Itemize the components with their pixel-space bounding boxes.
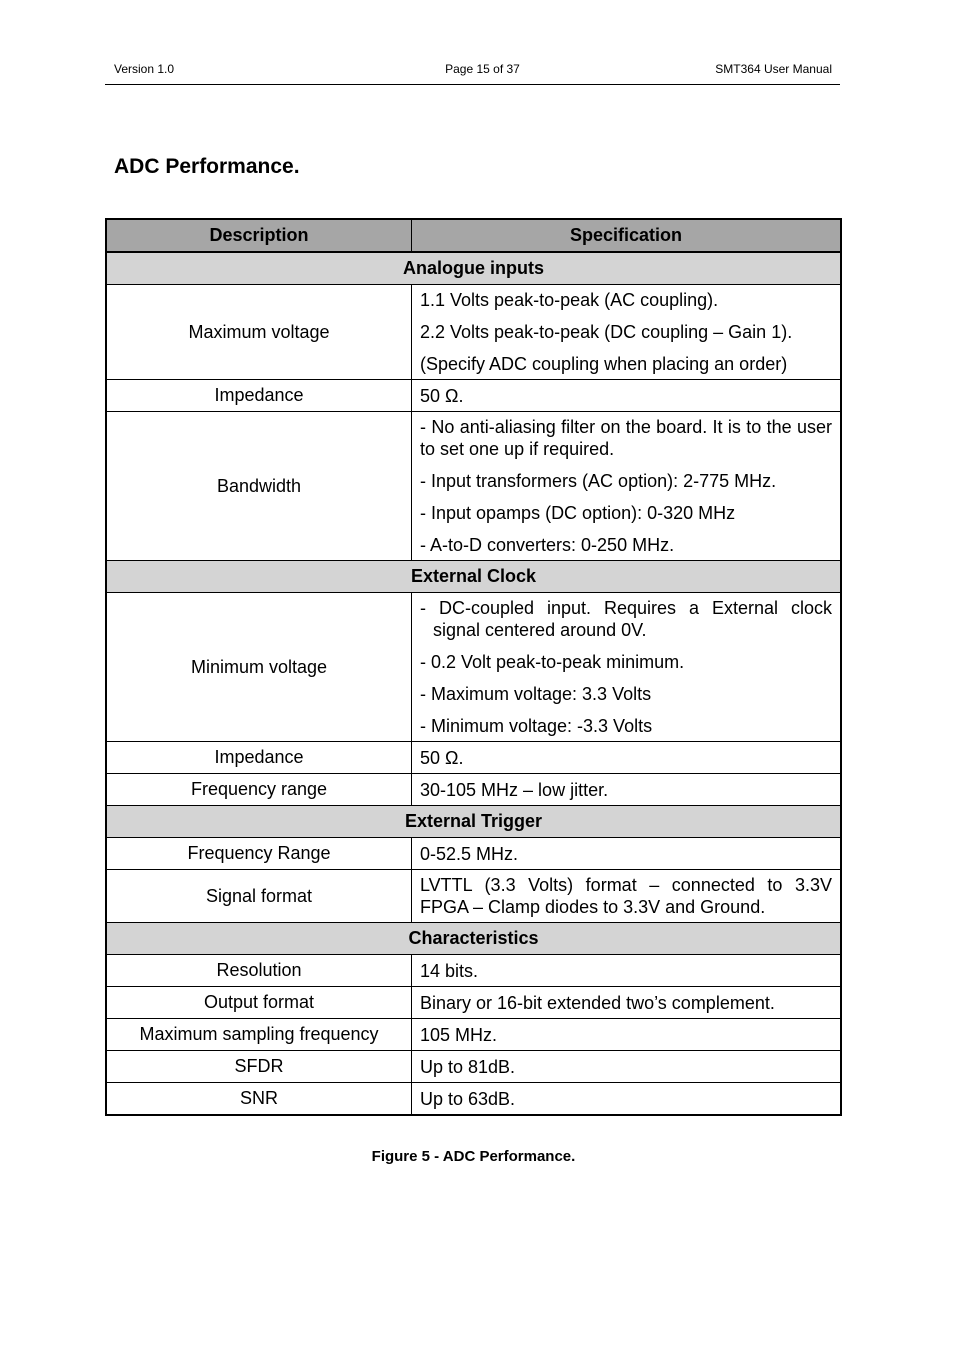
row-description: Maximum sampling frequency (106, 1019, 412, 1051)
spec-line: - No anti-aliasing filter on the board. It is to the user to set one up if required. (420, 417, 832, 459)
spec-line: 50 Ω. (420, 385, 464, 406)
spec-line: - A-to-D converters: 0-250 MHz. (420, 535, 675, 555)
row-description: SFDR (106, 1051, 412, 1083)
table-row (106, 593, 841, 742)
row-specification (412, 380, 842, 412)
section-header: Analogue inputs (106, 252, 841, 285)
table-row (106, 380, 841, 412)
row-description: Output format (106, 987, 412, 1019)
row-description: Resolution (106, 955, 412, 987)
table-row (106, 987, 841, 1019)
table-row (106, 838, 841, 870)
spec-line: 50 Ω. (420, 747, 464, 768)
spec-line: 105 MHz. (420, 1024, 498, 1045)
row-description: Impedance (106, 380, 412, 412)
row-description: Minimum voltage (106, 593, 412, 742)
page-header (105, 62, 840, 85)
version-label: Version 1.0 (114, 62, 175, 76)
row-description: Frequency range (106, 774, 412, 806)
table-row (106, 1083, 841, 1116)
row-specification (412, 955, 842, 987)
spec-line: - Input transformers (AC option): 2-775 MHz. (420, 471, 777, 491)
row-specification (412, 593, 842, 742)
row-description: SNR (106, 1083, 412, 1116)
spec-line: - DC-coupled input. Requires a External clock signal centered around 0V. (420, 598, 832, 640)
spec-line: 30-105 MHz – low jitter. (420, 779, 609, 800)
table-row (106, 1051, 841, 1083)
spec-line: - Minimum voltage: -3.3 Volts (420, 716, 653, 736)
row-specification (412, 870, 842, 923)
figure-caption: Figure 5 - ADC Performance. (371, 1148, 576, 1165)
row-specification (412, 774, 842, 806)
spec-line: 1.1 Volts peak-to-peak (AC coupling). (420, 290, 719, 310)
row-specification (412, 1083, 842, 1116)
section-header: External Clock (106, 561, 841, 593)
row-description: Impedance (106, 742, 412, 774)
row-description: Frequency Range (106, 838, 412, 870)
spec-line: 0-52.5 MHz. (420, 843, 519, 864)
spec-line: - Maximum voltage: 3.3 Volts (420, 684, 652, 704)
section-header: Characteristics (106, 923, 841, 955)
spec-line: (Specify ADC coupling when placing an order) (420, 354, 788, 374)
table-row (106, 1019, 841, 1051)
row-description: Signal format (106, 870, 412, 923)
spec-line: Up to 81dB. (420, 1056, 516, 1077)
page-number: Page 15 of 37 (445, 62, 520, 76)
row-specification (412, 742, 842, 774)
manual-title: SMT364 User Manual (715, 62, 832, 76)
table-row (106, 742, 841, 774)
column-header-specification: Specification (412, 219, 842, 252)
table-row (106, 412, 841, 561)
spec-line: 2.2 Volts peak-to-peak (DC coupling – Gain 1). (420, 322, 793, 342)
spec-line: 14 bits. (420, 960, 479, 981)
table-row (106, 870, 841, 923)
spec-line: LVTTL (3.3 Volts) format – connected to 3.3V FPGA – Clamp diodes to 3.3V and Ground. (420, 875, 832, 917)
row-specification (412, 1019, 842, 1051)
column-header-description: Description (106, 219, 412, 252)
spec-line: Up to 63dB. (420, 1088, 516, 1109)
table-row (106, 955, 841, 987)
row-specification (412, 1051, 842, 1083)
page-title: ADC Performance. (114, 155, 300, 178)
row-description: Maximum voltage (106, 285, 412, 380)
table-row (106, 285, 841, 380)
row-specification (412, 838, 842, 870)
spec-line: - 0.2 Volt peak-to-peak minimum. (420, 652, 685, 672)
spec-line: Binary or 16-bit extended two’s complement. (420, 992, 775, 1013)
table-row (106, 774, 841, 806)
row-specification (412, 412, 842, 561)
adc-performance-table (105, 218, 842, 1116)
section-header: External Trigger (106, 806, 841, 838)
row-specification (412, 285, 842, 380)
row-description: Bandwidth (106, 412, 412, 561)
spec-line: - Input opamps (DC option): 0-320 MHz (420, 503, 736, 523)
row-specification (412, 987, 842, 1019)
